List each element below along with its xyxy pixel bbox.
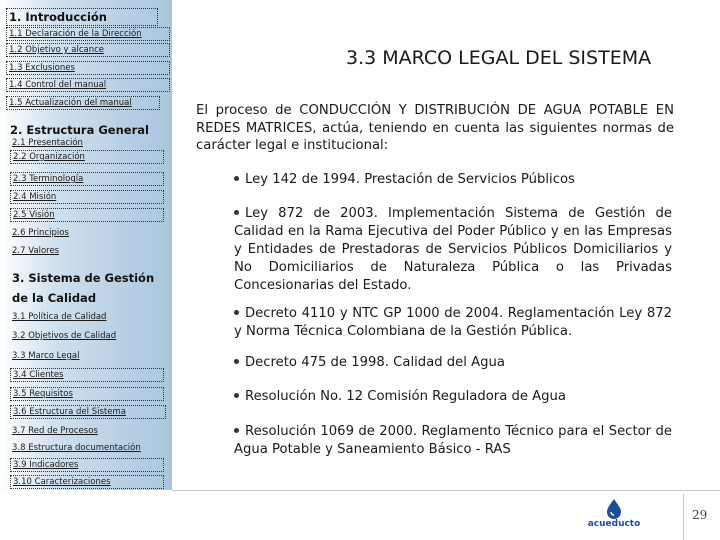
nav-item-1-4[interactable]: 1.4 Control del manual (6, 78, 170, 92)
bullet-icon (234, 428, 239, 433)
nav-item-2-2[interactable]: 2.2 Organización (10, 150, 164, 164)
footer-divider (172, 490, 720, 491)
legal-norm-item (234, 305, 672, 341)
legal-norm-text: Decreto 475 de 1998. Calidad del Agua (245, 355, 505, 370)
nav-item-2-7[interactable]: 2.7 Valores (12, 246, 60, 256)
legal-norm-text: Ley 142 de 1994. Prestación de Servicios Públicos (245, 172, 575, 187)
nav-section-sistema-gestion[interactable]: 3. Sistema de Gestión (12, 271, 155, 285)
nav-item-1-5[interactable]: 1.5 Actualización del manual (6, 96, 160, 110)
bullet-icon (234, 176, 239, 181)
page-number: 29 (692, 508, 708, 522)
nav-item-3-2[interactable]: 3.2 Objetivos de Calidad (12, 331, 117, 341)
nav-item-3-3-current[interactable]: 3.3 Marco Legal (12, 351, 80, 361)
page-title: 3.3 MARCO LEGAL DEL SISTEMA (346, 47, 652, 69)
nav-section-introduccion[interactable]: 1. Introducción (6, 8, 158, 26)
nav-item-2-1[interactable]: 2.1 Presentación (12, 138, 83, 148)
bullet-icon (234, 310, 239, 315)
intro-block (196, 102, 674, 155)
logo-icon (584, 497, 644, 521)
acueducto-logo (584, 497, 644, 535)
nav-item-1-2[interactable]: 1.2 Objetivo y alcance (6, 43, 170, 57)
nav-item-3-4[interactable]: 3.4 Clientes (10, 368, 164, 382)
nav-section-sistema-gestion-cont[interactable]: de la Calidad (12, 291, 97, 305)
nav-item-3-1[interactable]: 3.1 Política de Calidad (12, 312, 107, 322)
nav-item-3-8[interactable]: 3.8 Estructura documentación (12, 443, 141, 453)
legal-norm-text: Resolución 1069 de 2000. Reglamento Técnico para el Sector de Agua Potable y Saneamiento Básico - RAS (234, 424, 672, 457)
nav-section-estructura-general[interactable]: 2. Estructura General (10, 123, 149, 137)
nav-item-2-5[interactable]: 2.5 Visión (10, 208, 164, 222)
logo-text: acueducto (587, 519, 641, 529)
legal-norm-text: Decreto 4110 y NTC GP 1000 de 2004. Reglamentación Ley 872 y Norma Técnica Colombiana de la Gestión Pública. (234, 306, 672, 339)
nav-item-3-10[interactable]: 3.10 Caracterizaciones (10, 475, 164, 489)
bullet-icon (234, 210, 239, 215)
legal-norm-item (234, 423, 672, 459)
page-number-box (683, 494, 720, 540)
legal-norm-item (234, 388, 672, 406)
legal-norm-item (234, 354, 672, 372)
nav-item-3-9[interactable]: 3.9 Indicadores (10, 458, 164, 472)
legal-norm-text: Resolución No. 12 Comisión Reguladora de Agua (245, 389, 566, 404)
nav-item-3-5[interactable]: 3.5 Requisitos (10, 387, 164, 401)
legal-norm-item (234, 171, 672, 189)
nav-item-1-1[interactable]: 1.1 Declaración de la Dirección (6, 27, 170, 41)
nav-item-1-3[interactable]: 1.3 Exclusiones (6, 61, 170, 75)
legal-norm-text: Ley 872 de 2003. Implementación Sistema de Gestión de Calidad en la Rama Ejecutiva del Poder Público y en las Empresas y Entidades de Prestadoras de Servicios Públicos Domiciliarios y No Domiciliarios de Naturaleza Pública o las Privadas Concesionarias del Estado. (234, 206, 672, 293)
nav-item-3-7[interactable]: 3.7 Red de Procesos (12, 426, 98, 436)
nav-item-3-6[interactable]: 3.6 Estructura del Sistema (10, 405, 166, 419)
nav-item-2-3[interactable]: 2.3 Terminología (10, 172, 164, 186)
nav-item-2-6[interactable]: 2.6 Principios (12, 228, 69, 238)
intro-paragraph: El proceso de CONDUCCIÓN Y DISTRIBUCIÓN DE AGUA POTABLE EN REDES MATRICES, actúa, teniendo en cuenta las siguientes normas de carácter legal e institucional: (196, 103, 674, 153)
bullet-icon (234, 393, 239, 398)
nav-item-2-4[interactable]: 2.4 Misión (10, 190, 164, 204)
legal-norm-item (234, 205, 672, 295)
bullet-icon (234, 359, 239, 364)
